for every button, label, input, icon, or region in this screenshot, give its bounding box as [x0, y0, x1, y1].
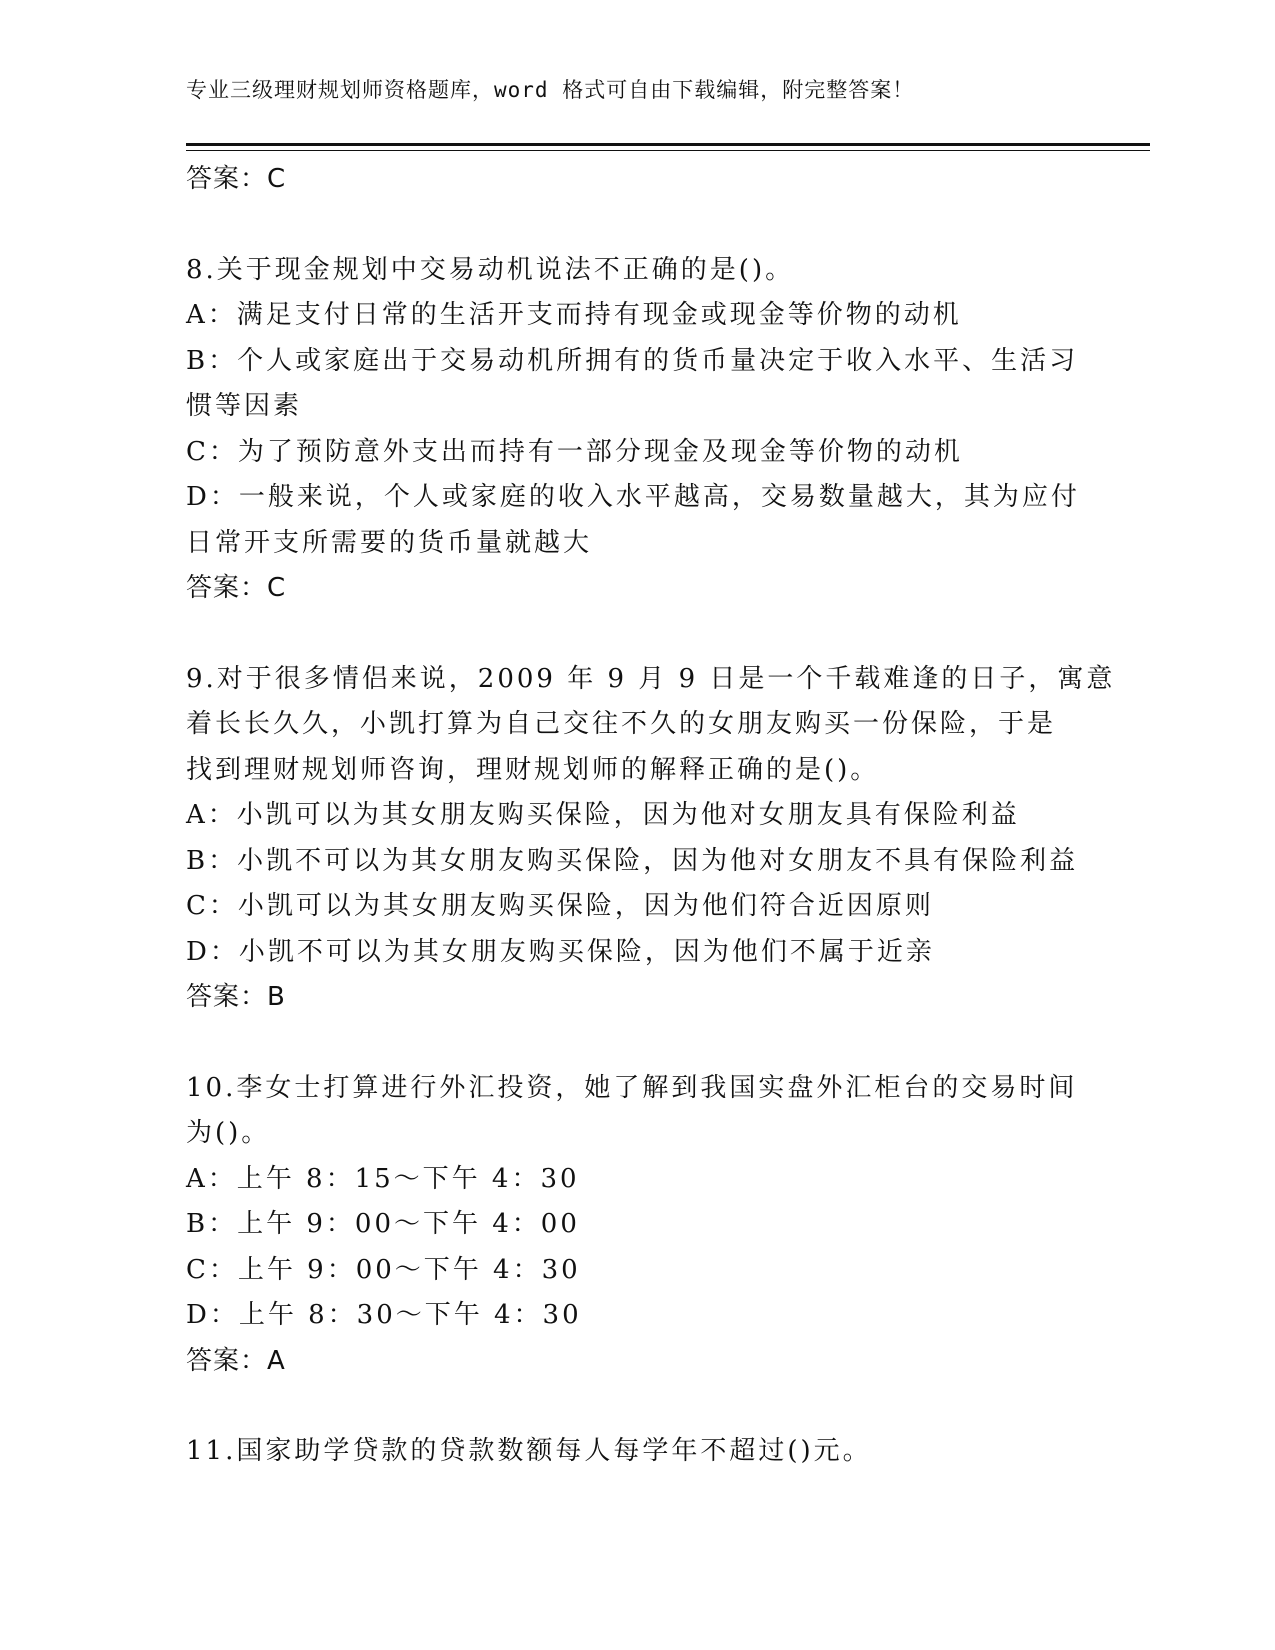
option-a: A：满足支付日常的生活开支而持有现金或现金等价物的动机 [186, 300, 962, 330]
question-11 [186, 1429, 1086, 1475]
document-body [186, 157, 1116, 1475]
option-a: A：上午 8：15～下午 4：30 [186, 1163, 580, 1194]
question-stem-cont: 为()。 [186, 1118, 271, 1148]
header-rule-thick [186, 143, 1150, 146]
option-b: B：上午 9：00～下午 4：00 [186, 1209, 580, 1239]
option-b-cont: 惯等因素 [186, 391, 303, 421]
answer: 答案：A [186, 1345, 286, 1376]
answer-previous: 答案：C [186, 164, 287, 194]
option-d: D：小凯不可以为其女朋友购买保险，因为他们不属于近亲 [186, 936, 935, 967]
option-c: C：上午 9：00～下午 4：30 [186, 1254, 581, 1285]
question-8 [186, 248, 1086, 612]
question-stem: 9.对于很多情侣来说，2009 年 9 月 9 日是一个千载难逢的日子，寓意 [186, 663, 1116, 694]
option-d: D：上午 8：30～下午 4：30 [186, 1300, 582, 1330]
question-stem-cont: 着长长久久，小凯打算为自己交往不久的女朋友购买一份保险，于是 [186, 709, 1057, 739]
option-b: B：小凯不可以为其女朋友购买保险，因为他对女朋友不具有保险利益 [186, 845, 1079, 876]
question-stem: 10.李女士打算进行外汇投资，她了解到我国实盘外汇柜台的交易时间 [186, 1072, 1078, 1103]
question-9 [186, 657, 1116, 1021]
spacer [186, 203, 1086, 248]
answer: 答案：C [186, 573, 287, 603]
spacer [186, 1021, 1086, 1066]
question-stem-cont: 找到理财规划师咨询，理财规划师的解释正确的是()。 [186, 754, 880, 785]
page-header: 专业三级理财规划师资格题库，word 格式可自由下载编辑，附完整答案！ [186, 78, 915, 102]
question-stem: 8.关于现金规划中交易动机说法不正确的是()。 [186, 254, 795, 285]
option-d-cont: 日常开支所需要的货币量就越大 [186, 527, 593, 558]
option-a: A：小凯可以为其女朋友购买保险，因为他对女朋友具有保险利益 [186, 800, 1020, 830]
option-c: C：小凯可以为其女朋友购买保险，因为他们符合近因原则 [186, 891, 934, 921]
option-d: D：一般来说，个人或家庭的收入水平越高，交易数量越大，其为应付 [186, 482, 1080, 512]
option-b: B：个人或家庭出于交易动机所拥有的货币量决定于收入水平、生活习 [186, 345, 1079, 376]
question-stem: 11.国家助学贷款的贷款数额每人每学年不超过()元。 [186, 1436, 872, 1466]
spacer [186, 1384, 1086, 1429]
header-rule-thin [186, 150, 1150, 151]
question-10 [186, 1066, 1086, 1385]
option-c: C：为了预防意外支出而持有一部分现金及现金等价物的动机 [186, 436, 963, 467]
answer: 答案：B [186, 982, 286, 1012]
spacer [186, 612, 1086, 657]
